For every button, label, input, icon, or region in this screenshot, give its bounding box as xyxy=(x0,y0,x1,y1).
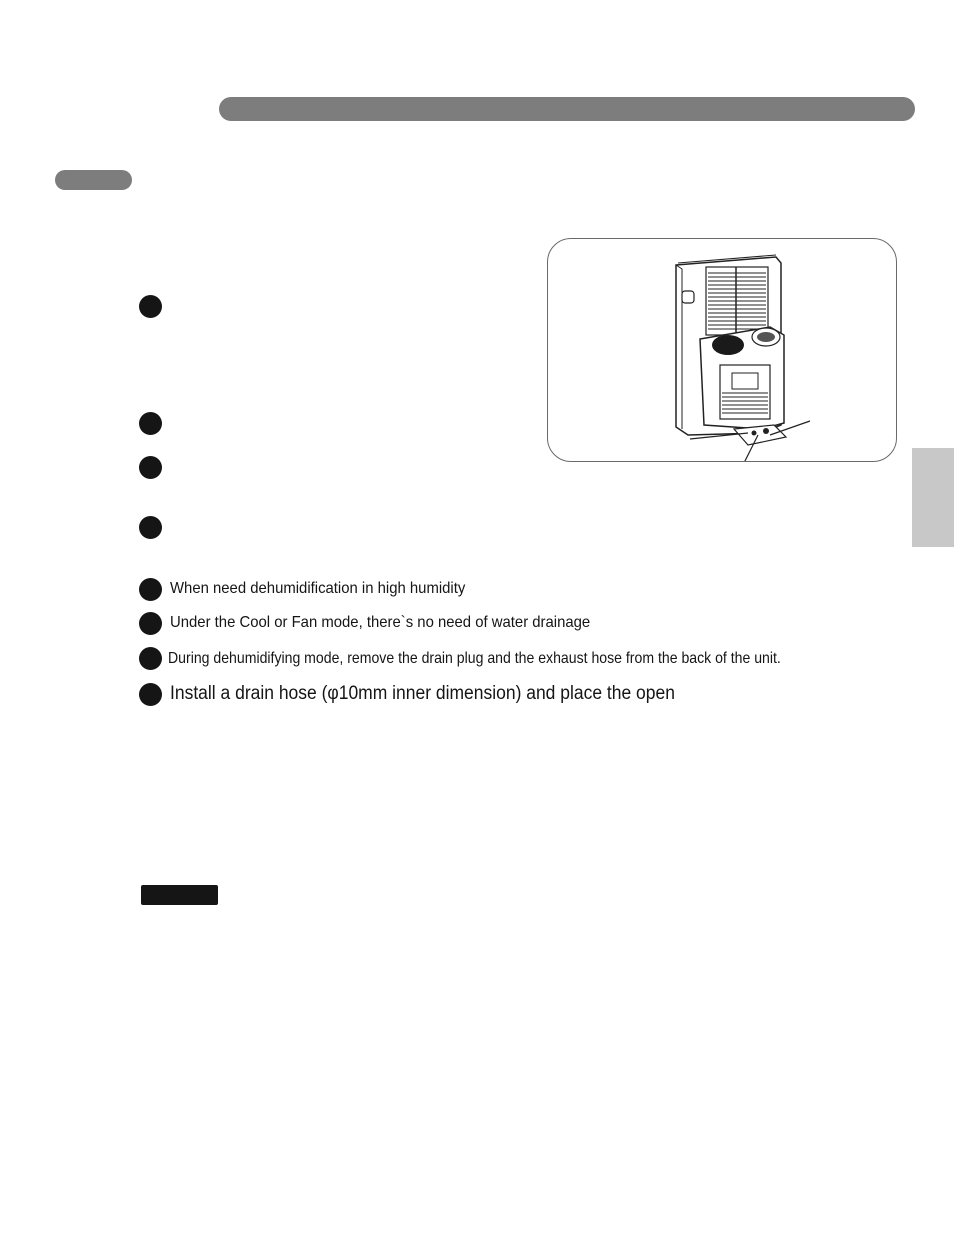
step-bullet-1-upper xyxy=(139,295,162,318)
step-4-text: Install a drain hose (φ10mm inner dimension) and place the open xyxy=(170,683,675,704)
step-bullet-2-upper xyxy=(139,412,162,435)
step-bullet-2 xyxy=(139,612,162,635)
side-chapter-tab xyxy=(912,448,954,547)
note-label-box xyxy=(141,885,218,905)
step-bullet-4 xyxy=(139,683,162,706)
step-bullet-4-upper xyxy=(139,516,162,539)
step-bullet-1 xyxy=(139,578,162,601)
unit-rear-illustration xyxy=(547,238,897,462)
portable-air-conditioner-rear-view-icon xyxy=(548,239,897,462)
step-bullet-3 xyxy=(139,647,162,670)
section-title-bar xyxy=(219,97,915,121)
section-label-pill xyxy=(55,170,132,190)
step-1-text: When need dehumidification in high humidity xyxy=(170,580,466,597)
step-bullet-3-upper xyxy=(139,456,162,479)
step-3-text: During dehumidifying mode, remove the drain plug and the exhaust hose from the back of the unit. xyxy=(168,650,781,667)
step-2-text: Under the Cool or Fan mode, there`s no need of water drainage xyxy=(170,614,591,631)
